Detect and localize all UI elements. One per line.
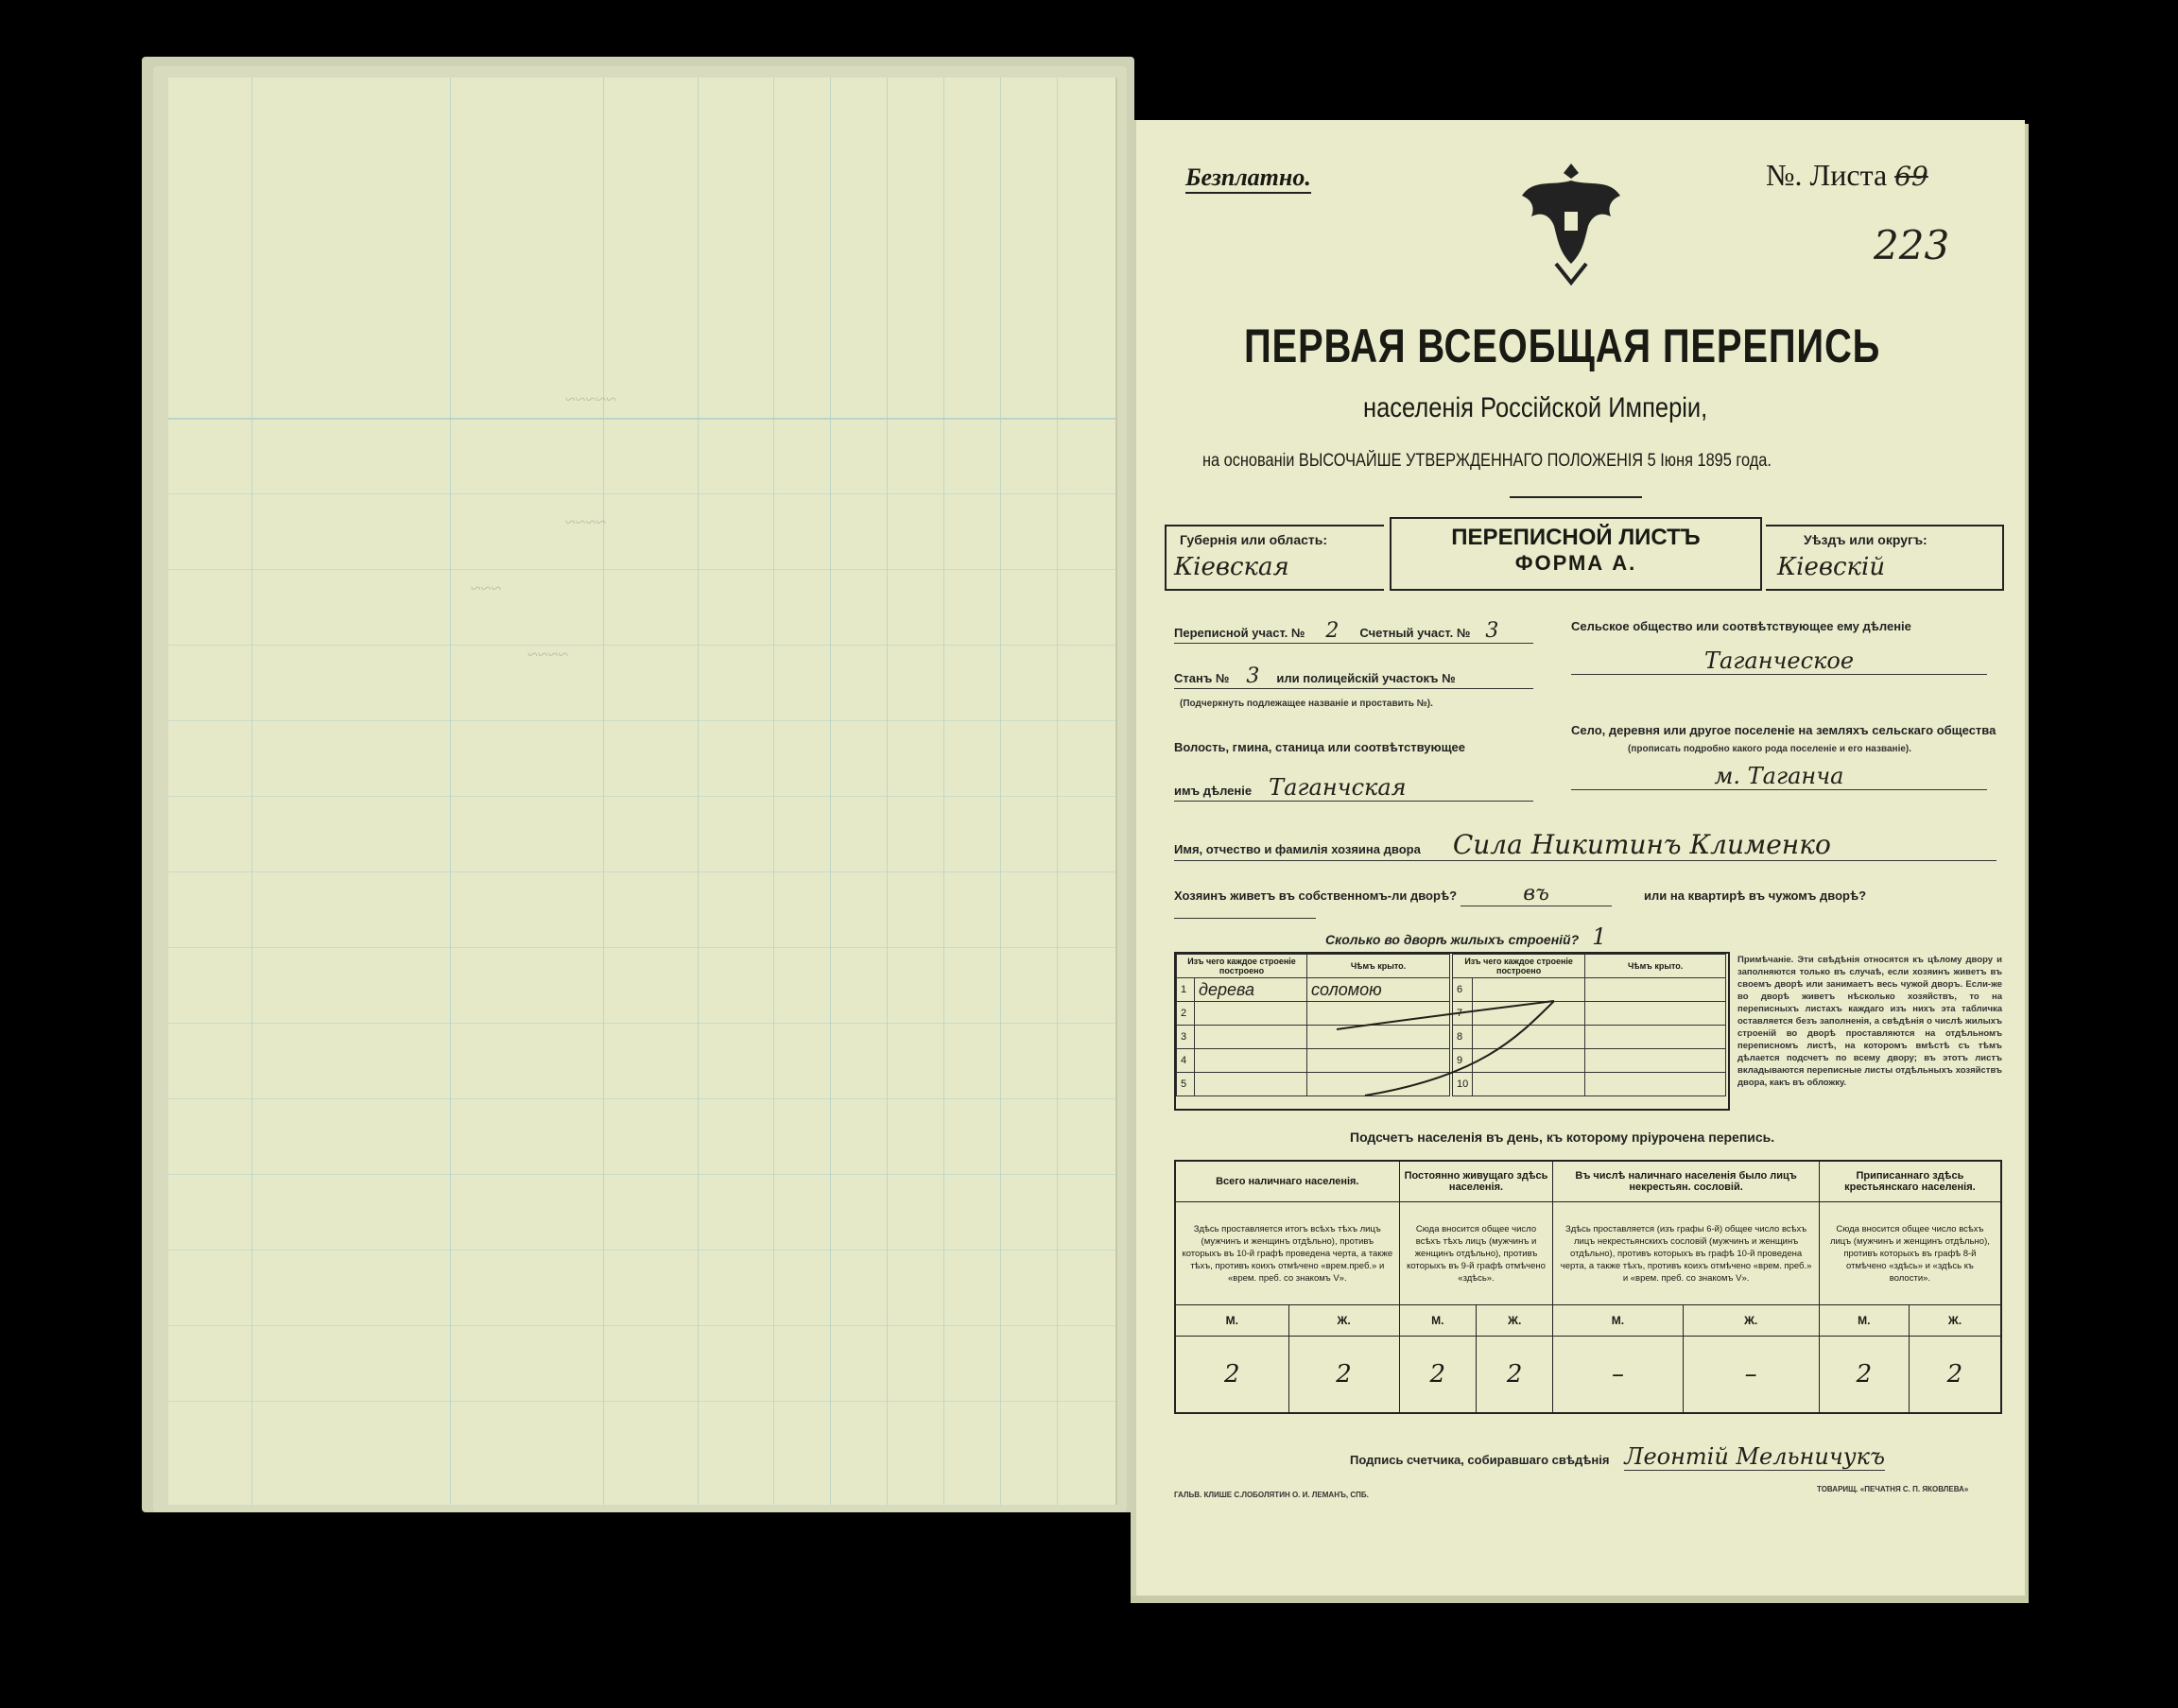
left-page-back-side: ~~~~~ ~~~~ ~~~ ~~~~ [168,78,1117,1505]
volost-value: Таганчская [1269,774,1407,801]
census-basis: на основаніи ВЫСОЧАЙШЕ УТВЕРЖДЕННАГО ПОЛОЖЕНІЯ 5 Іюня 1895 года. [1202,451,1772,471]
sheet-old-number: 69 [1894,161,1928,192]
signature-row [1350,1443,1885,1470]
ornament-divider [1510,496,1642,498]
selo-value: м. Таганча [1571,763,1987,790]
own-yard-value: въ [1461,882,1612,906]
buildings-value: 1 [1592,923,1607,950]
stan-label: Станъ № [1174,671,1230,685]
owner-row [1174,829,1996,861]
total-f-value: 2 [1288,1337,1399,1414]
signature-label: Подпись счетчика, собиравшаго свѣдѣнія [1350,1453,1610,1467]
m-label: М. [1553,1305,1683,1337]
nonpeasant-m-value: – [1553,1337,1683,1414]
volost-label2: имъ дѣленіе [1174,784,1253,798]
own-yard-label: Хозяинъ живетъ въ собственномъ-ли дворѣ? [1174,889,1458,903]
perepis-uch-label: Переписной участ. № [1174,626,1305,640]
col-nonpeasant-desc: Здѣсь проставляется (изъ графы 6-й) общее число всѣхъ лицъ некрестьянскихъ сословій (мужчинъ и женщинъ отдѣльно), противъ которыхъ въ графѣ 10-й проведена черта, а также тѣхъ, противъ коихъ отмѣчено «врем. преб.» и «врем. преб. со знакомъ V». [1553,1202,1819,1305]
sheet-new-number: 223 [1874,222,1950,268]
signature-value: Леонтій Мельничукъ [1624,1443,1885,1470]
imprint-left: ГАЛЬВ. КЛИШЕ С.ЛОБОЛЯТИН О. И. ЛЕМАНЪ, СПБ. [1174,1491,1369,1499]
own-yard-row [1174,882,1996,923]
census-desc-row [1175,1202,2001,1305]
schet-uch-value: 3 [1485,619,1499,643]
form-title-line1: ПЕРЕПИСНОЙ ЛИСТЪ [1451,525,1701,550]
census-count-table [1174,1160,2002,1414]
uezd-value: Кіевскій [1777,553,1886,581]
police-label: или полицейскій участокъ № [1276,671,1456,685]
obshchestvo-label: Сельское общество или соотвѣтствующее ему дѣленіе [1571,619,1911,633]
buildings-label: Сколько во дворѣ жилыхъ строеній? [1325,932,1580,947]
f-label: Ж. [1477,1305,1553,1337]
roof-cell: соломою [1307,978,1450,1002]
census-mf-row [1175,1305,2001,1337]
buildings-row [1325,923,1606,950]
table-row: 3 [1177,1026,1450,1049]
owner-value: Сила Никитинъ Клименко [1452,829,1831,860]
underline-note: (Подчеркнуть подлежащее названіе и проставить №). [1180,699,1433,709]
table-row: 1 дерева соломою [1177,978,1450,1002]
col-material: Изъ чего каждое строеніе построено [1177,955,1307,978]
census-caption: Подсчетъ населенія въ день, къ которому пріурочена перепись. [1350,1130,1775,1145]
census-form-sheet [1136,120,2025,1596]
col-permanent-desc: Сюда вносится общее число всѣхъ тѣхъ лицъ (мужчинъ и женщинъ отдѣльно), противъ которыхъ въ 9-й графѣ отмѣчено «здѣсь». [1399,1202,1553,1305]
free-label: Безплатно. [1185,164,1311,194]
f-label: Ж. [1683,1305,1819,1337]
table-row: 8 [1453,1026,1726,1049]
census-subtitle: населенія Россійской Имперіи, [1363,392,1708,423]
census-head-row [1175,1161,2001,1202]
col-total-desc: Здѣсь проставляется итогъ всѣхъ тѣхъ лицъ (мужчинъ и женщинъ отдѣльно), противъ которыхъ въ 10-й графѣ проведена черта, а также тѣхъ, противъ коихъ отмѣчено «врем.преб.» и «врем. преб. со знакомъ V». [1175,1202,1399,1305]
col-permanent-head: Постоянно живущаго здѣсь населенія. [1399,1161,1553,1202]
form-title-box [1390,517,1762,591]
volost-label1: Волость, гмина, станица или соотвѣтствующее [1174,740,1466,754]
col-total-head: Всего наличнаго населенія. [1175,1161,1399,1202]
total-m-value: 2 [1175,1337,1288,1414]
col-material-2: Изъ чего каждое строеніе построено [1453,955,1585,978]
table-row: 7 [1453,1002,1726,1026]
f-label: Ж. [1288,1305,1399,1337]
form-title-line2: ФОРМА А. [1514,551,1637,575]
census-values-row [1175,1337,2001,1414]
selo-label: Село, деревня или другое поселеніе на земляхъ сельскаго общества [1571,723,1996,737]
apartment-label: или на квартирѣ въ чужомъ дворѣ? [1644,889,1867,903]
houses-note: Примѣчаніе. Эти свѣдѣнія относятся къ цѣлому двору и заполняются только въ случаѣ, если хозяинъ живетъ въ своемъ дворѣ или занимаетъ весь чужой дворъ. Если-же во дворѣ живетъ нѣсколько хозяйствъ, то на переписныхъ листахъ каждаго изъ нихъ эта табличка оставляется безъ заполненія, а свѣдѣнія о числѣ жилыхъ строеній во дворѣ проставляются на отдѣльномъ переписномъ листѣ, на которомъ вмѣстѣ съ тѣмъ дѣлается подсчетъ по всему двору; въ этотъ листъ вкладываются переписные листы отдѣльныхъ хозяйствъ двора, какъ въ обложку. [1737,955,2002,1088]
col-roof: Чѣмъ крыто. [1307,955,1450,978]
schet-uch-label: Счетный участ. № [1359,626,1471,640]
uezd-box [1766,525,2004,591]
handwritten-strike-mark [1327,992,1573,1105]
m-label: М. [1175,1305,1288,1337]
sheet-number-label [1766,158,1928,193]
permanent-f-value: 2 [1477,1337,1553,1414]
owner-label: Имя, отчество и фамилія хозяина двора [1174,842,1421,856]
gubernia-value: Кіевская [1174,553,1289,581]
gubernia-box [1165,525,1384,591]
permanent-m-value: 2 [1399,1337,1476,1414]
col-registered-desc: Сюда вносится общее число всѣхъ лицъ (мужчинъ и женщинъ отдѣльно), противъ которыхъ въ графѣ 8-й отмѣчено «здѣсь» и «здѣсь къ волости». [1819,1202,2001,1305]
m-label: М. [1399,1305,1476,1337]
registered-m-value: 2 [1819,1337,1909,1414]
page-stack-right-edge [1131,1596,2029,1603]
material-cell: дерева [1195,978,1307,1002]
uezd-label: Уѣздъ или округъ: [1804,532,1927,547]
table-row: 4 [1177,1049,1450,1073]
table-row: 5 [1177,1073,1450,1096]
stan-value: 3 [1246,664,1260,688]
col-roof-2: Чѣмъ крыто. [1585,955,1726,978]
nonpeasant-f-value: – [1683,1337,1819,1414]
selo-note: (прописать подробно какого рода поселеніе и его названіе). [1628,744,1912,754]
col-registered-head: Приписаннаго здѣсь крестьянскаго населенія. [1819,1161,2001,1202]
sheet-label-text: №. Листа [1766,158,1888,192]
gubernia-label: Губернія или область: [1180,532,1328,547]
f-label: Ж. [1909,1305,2001,1337]
table-row: 2 [1177,1002,1450,1026]
table-row: 6 [1453,978,1726,1002]
obshchestvo-value: Таганческое [1571,647,1987,675]
col-nonpeasant-head: Въ числѣ наличнаго населенія было лицъ некрестьян. сословій. [1553,1161,1819,1202]
perepis-uch-value: 2 [1325,619,1340,643]
double-headed-eagle-emblem [1514,158,1628,290]
m-label: М. [1819,1305,1909,1337]
table-row: 9 [1453,1049,1726,1073]
left-page-header-bleed [168,181,1115,420]
registered-f-value: 2 [1909,1337,2001,1414]
imprint-right: ТОВАРИЩ. «ПЕЧАТНЯ С. П. ЯКОВЛЕВА» [1817,1485,1969,1493]
census-title: ПЕРВАЯ ВСЕОБЩАЯ ПЕРЕПИСЬ [1244,319,1881,372]
houses-table-wrap [1174,952,1730,1111]
table-row: 10 [1453,1073,1726,1096]
